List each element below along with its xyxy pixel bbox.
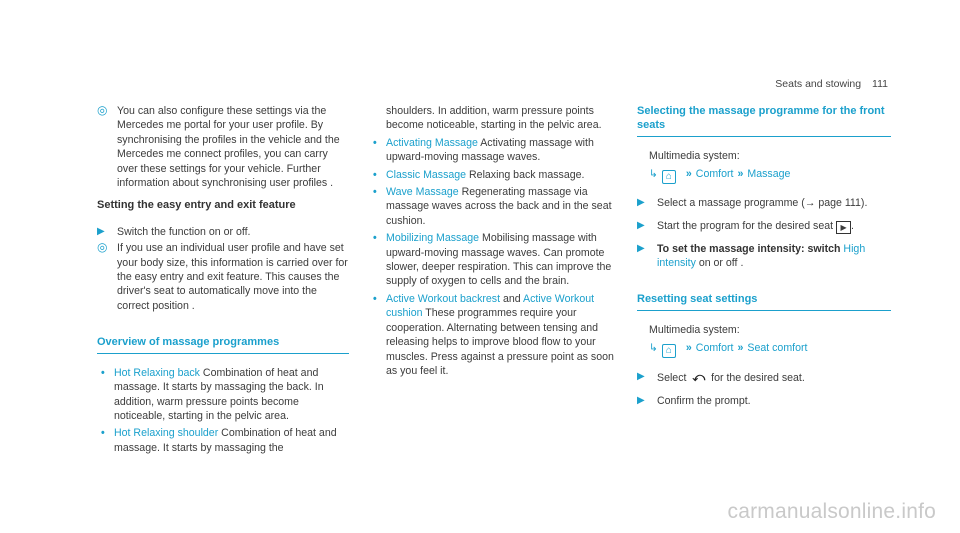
info-icon: ◎	[97, 240, 108, 255]
section-title: Seats and stowing	[775, 78, 862, 90]
home-icon: ⌂	[662, 170, 676, 184]
bullet-icon: •	[373, 168, 377, 181]
step-text: Switch the function on or off.	[117, 225, 251, 238]
watermark: carmanualsonline.info	[727, 499, 936, 523]
step-select-reset	[637, 370, 891, 385]
path-massage: Massage	[747, 168, 791, 181]
bullet-icon: •	[101, 427, 105, 440]
step-text: Select a massage programme (→ page 111).	[657, 197, 868, 210]
high-intensity-option: High intensity	[657, 242, 866, 270]
reset-icon: ⤺	[692, 370, 706, 385]
page-number: 111	[872, 78, 888, 90]
programme-name: Active Workout cushion	[386, 292, 595, 320]
list-item	[97, 426, 349, 455]
step-intensity	[637, 242, 891, 271]
programme-name: Wave Massage	[386, 186, 459, 199]
menu-path	[637, 167, 891, 184]
programme-desc: Regenerating massage via massage waves across the back and in the seat cushion.	[386, 186, 612, 227]
step-arrow-icon: ▶	[637, 371, 645, 383]
programme-name: Hot Relaxing back	[114, 366, 200, 379]
programme-desc: These programmes require your cooperation. Alternating between tensing and releasing helps to improve blood flow to your muscles. Press against a pressure point as soon as you feel it.	[386, 307, 614, 377]
step-confirm	[637, 394, 891, 408]
list-item	[369, 136, 619, 165]
home-icon: ⌂	[662, 344, 676, 358]
programme-name: Classic Massage	[386, 168, 467, 181]
list-item	[369, 292, 619, 378]
chevron-icon: »	[737, 342, 744, 355]
chevron-icon: »	[685, 342, 692, 355]
heading-select-massage: Selecting the massage programme for the front seats	[637, 104, 891, 137]
info-note-2	[97, 241, 349, 313]
programme-name: Hot Relaxing shoulder	[114, 427, 219, 440]
step-text: Select	[657, 372, 690, 385]
chevron-icon: »	[737, 168, 744, 181]
programme-desc: Activating massage with upward-moving massage waves.	[386, 136, 594, 164]
step-text-end: for the desired seat.	[708, 372, 805, 385]
bullet-icon: •	[373, 292, 377, 305]
play-icon: ▶	[836, 221, 851, 234]
step-text: Confirm the prompt.	[657, 394, 751, 407]
programme-desc: Combination of heat and massage. It starts by massaging the	[114, 427, 337, 454]
list-item	[369, 168, 619, 182]
page-header	[775, 77, 888, 91]
step-select-programme	[637, 196, 891, 210]
step-text: Start the program for the desired seat	[657, 219, 837, 232]
programme-name: Mobilizing Massage	[386, 232, 480, 245]
programme-name: Active Workout backrest	[386, 292, 501, 305]
path-seat-comfort: Seat comfort	[747, 342, 808, 355]
multimedia-label: Multimedia system:	[649, 149, 740, 162]
path-comfort: Comfort	[695, 168, 734, 181]
programme-desc: Relaxing back massage.	[466, 168, 585, 181]
heading-reset-seat: Resetting seat settings	[637, 292, 891, 310]
step-arrow-icon: ▶	[637, 197, 645, 209]
programme-name: Activating Massage	[386, 136, 478, 149]
list-item	[97, 366, 349, 424]
chevron-icon: »	[685, 168, 692, 181]
step-switch	[97, 225, 349, 239]
multimedia-label-2: Multimedia system:	[649, 323, 740, 336]
list-item	[369, 185, 619, 228]
info-note-text: You can also configure these settings via the Mercedes me portal for your user profile. By synchronising the profiles in the vehicle and the Mercedes me connect profiles, you can carry over these settings for your vehicle. Further information about synchronising user profiles .	[117, 105, 340, 190]
step-start-program	[637, 219, 891, 234]
bullet-icon: •	[373, 136, 377, 149]
bullet-icon: •	[101, 366, 105, 379]
step-arrow-icon: ▶	[97, 225, 105, 237]
bullet-icon: •	[373, 186, 377, 199]
programme-desc: Combination of heat and massage. It starts by massaging the back. In addition, warm pressure points become noticeable, starting in the pelvic area.	[114, 366, 324, 422]
step-arrow-icon: ▶	[637, 219, 645, 231]
heading-easy-entry: Setting the easy entry and exit feature	[97, 199, 296, 212]
path-arrow-icon: ↳	[649, 168, 658, 181]
info-icon: ◎	[97, 103, 108, 117]
info-note	[97, 104, 349, 190]
right-column	[637, 104, 891, 416]
menu-path-2	[637, 341, 891, 358]
continued-text: shoulders. In addition, warm pressure points become noticeable, starting in the pelvic area.	[386, 105, 602, 132]
step-text-end: .	[851, 219, 854, 232]
middle-column	[369, 104, 619, 381]
heading-overview: Overview of massage programmes	[97, 335, 349, 353]
info-note-text: If you use an individual user profile and have set your body size, this information is carried over for the easy entry and exit feature. This causes the driver's seat to automatically move into the correct position .	[117, 242, 348, 312]
step-arrow-icon: ▶	[637, 242, 645, 254]
step-text-end: on or off .	[695, 257, 744, 270]
list-item	[369, 231, 619, 289]
path-comfort: Comfort	[695, 342, 734, 355]
step-text: To set the massage intensity: switch	[657, 242, 844, 255]
left-column	[97, 104, 349, 458]
path-arrow-icon: ↳	[649, 342, 658, 355]
bullet-icon: •	[373, 232, 377, 245]
step-arrow-icon: ▶	[637, 394, 645, 406]
conjunction: and	[500, 292, 524, 305]
programme-desc: Mobilising massage with upward-moving massage waves. Can promote slower, deeper respiration. This can improve the supply of oxygen to cells and the brain.	[386, 232, 612, 288]
